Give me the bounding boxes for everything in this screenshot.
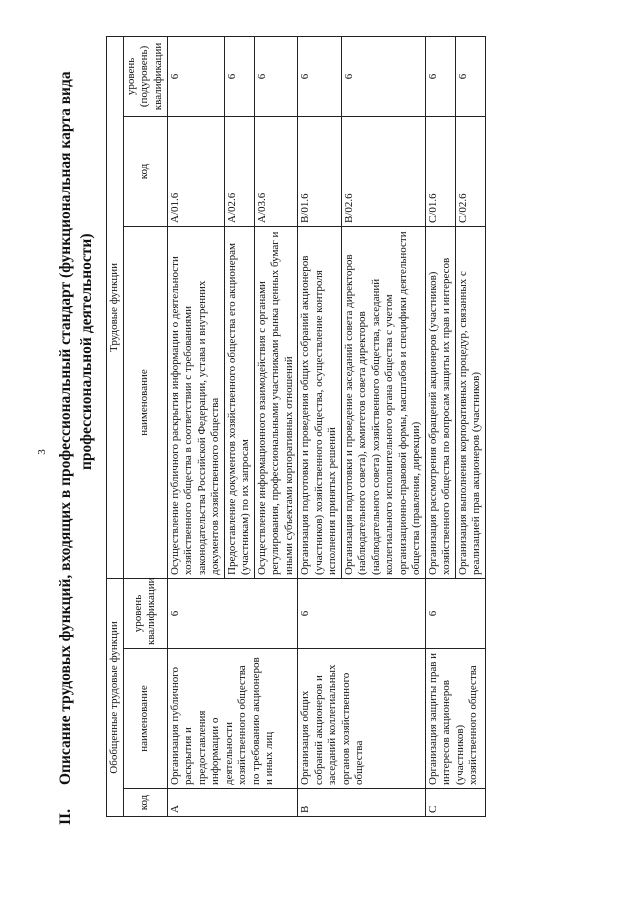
function-name: Предоставление документов хозяйственного общества его акционерам (участникам) по их запросам (224, 226, 254, 578)
function-name: Организация рассмотрения обращений акционеров (участников) хозяйственного общества по вопросам защиты их прав и интересов (425, 226, 455, 578)
functional-map-table (106, 36, 486, 817)
heading-text-1: Описание трудовых функций, входящих в профессиональный стандарт (функциональная карта вида (57, 71, 74, 785)
header-function-code: код (123, 116, 167, 226)
row-name: Организация общих собраний акционеров и заседаний коллегиальных органов хозяйственного общества (298, 649, 426, 789)
row-level: 6 (167, 578, 298, 648)
header-name: наименование (123, 649, 167, 789)
function-level: 6 (341, 36, 425, 116)
function-level: 6 (455, 36, 485, 116)
table-row (298, 36, 342, 816)
function-code: C/01.6 (425, 116, 455, 226)
function-code: B/01.6 (298, 116, 342, 226)
function-name: Организация выполнения корпоративных процедур, связанных с реализацией прав акционеров (участников) (455, 226, 485, 578)
table-row (167, 36, 224, 816)
function-name: Организация подготовки и проведение заседаний совета директоров (наблюдательного совета), комитетов совета директоров (наблюдательного совета) хозяйственного общества, заседаний коллегиального исполнительного органа общества с учетом организационно-правовой формы, масштабов и специфики деятельности общества (правления, дирекции) (341, 226, 425, 578)
row-level: 6 (425, 578, 485, 648)
section-number: II. (57, 809, 74, 825)
table-row (425, 36, 455, 816)
function-level: 6 (425, 36, 455, 116)
row-name: Организация публичного раскрытия и предоставления информации о деятельности хозяйственного общества по требованию акционеров и иных лиц (167, 649, 298, 789)
row-code: A (167, 789, 298, 817)
function-code: A/03.6 (254, 116, 298, 226)
function-level: 6 (167, 36, 224, 116)
function-level: 6 (298, 36, 342, 116)
function-code: B/02.6 (341, 116, 425, 226)
heading-line-1 (56, 71, 75, 825)
function-code: A/02.6 (224, 116, 254, 226)
table-header-row-2 (123, 36, 167, 816)
function-level: 6 (224, 36, 254, 116)
heading-line-2: профессиональной деятельности) (78, 233, 95, 470)
function-name: Организация подготовки и проведения общих собраний акционеров (участников) хозяйственного общества, осуществление контроля исполнения принятых решений (298, 226, 342, 578)
header-level: уровень квалификации (123, 578, 167, 648)
function-name: Осуществление публичного раскрытия информации о деятельности хозяйственного общества в соответствии с требованиями законодательства Российской Федерации, устава и внутренних документов хозяйственного общества (167, 226, 224, 578)
row-level: 6 (298, 578, 426, 648)
row-code: B (298, 789, 426, 817)
table-header-row-1 (107, 36, 124, 816)
header-labor-functions: Трудовые функции (107, 36, 124, 578)
header-code: код (123, 789, 167, 817)
row-name: Организация защиты прав и интересов акционеров (участников) хозяйственного общества (425, 649, 485, 789)
function-level: 6 (254, 36, 298, 116)
function-code: A/01.6 (167, 116, 224, 226)
header-function-name: наименование (123, 226, 167, 578)
function-name: Осуществление информационного взаимодействия с органами регулирования, профессиональными участниками рынка ценных бумаг и иными субъектами корпоративных отношений (254, 226, 298, 578)
page-number: 3 (36, 449, 48, 455)
header-sublevel: уровень (подуровень) квалификации (123, 36, 167, 116)
row-code: C (425, 789, 485, 817)
header-generalized-functions: Обобщенные трудовые функции (107, 578, 124, 816)
function-code: C/02.6 (455, 116, 485, 226)
